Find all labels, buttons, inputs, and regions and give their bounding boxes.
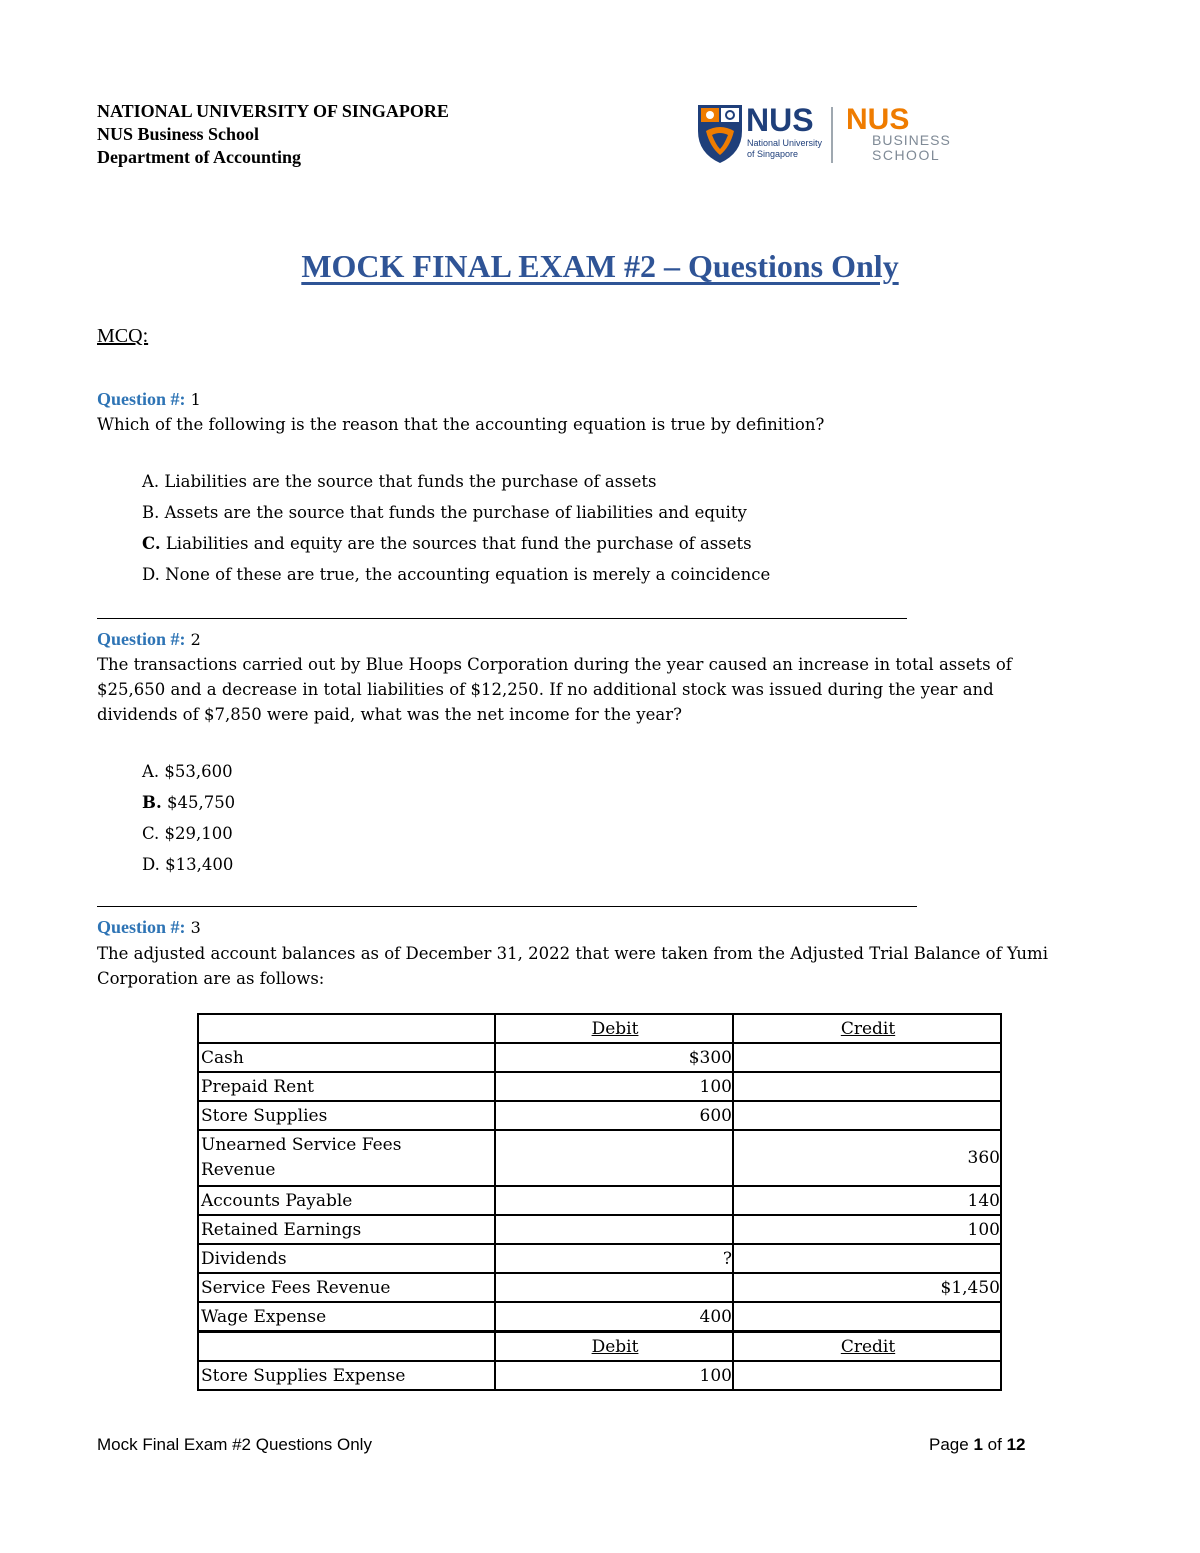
- option-text: None of these are true, the accounting equation is merely a coincidence: [165, 565, 771, 584]
- option-letter: B.: [142, 503, 160, 522]
- account-name: Store Supplies Expense: [198, 1361, 495, 1390]
- answer-option: [142, 824, 233, 843]
- debit-header: Debit: [495, 1332, 733, 1362]
- table-row: [198, 1101, 1001, 1130]
- debit-amount: 600: [495, 1101, 733, 1130]
- table-row: [198, 1361, 1001, 1390]
- table-row: [198, 1302, 1001, 1332]
- table-header-row: [198, 1014, 1001, 1043]
- credit-amount: [733, 1361, 1001, 1390]
- option-text: Liabilities are the source that funds the purchase of assets: [164, 472, 657, 491]
- table-cell: [198, 1014, 495, 1043]
- option-letter: A.: [142, 472, 160, 491]
- credit-amount: [733, 1101, 1001, 1130]
- question-divider: [97, 906, 917, 907]
- answer-option: [142, 793, 235, 812]
- account-name: Dividends: [198, 1244, 495, 1273]
- nus-subtitle-2: of Singapore: [747, 149, 799, 159]
- table-row: [198, 1215, 1001, 1244]
- answer-option: [142, 503, 747, 522]
- option-letter: D.: [142, 855, 160, 874]
- debit-amount: ?: [495, 1244, 733, 1273]
- account-name: Retained Earnings: [198, 1215, 495, 1244]
- trial-balance-table: [197, 1013, 1002, 1391]
- question-number: 2: [190, 630, 201, 649]
- account-name: Wage Expense: [198, 1302, 495, 1332]
- department-name: Department of Accounting: [97, 147, 301, 167]
- of-word: of: [987, 1435, 1002, 1454]
- table-header-row: [198, 1332, 1001, 1362]
- account-name: Cash: [198, 1043, 495, 1072]
- question-label: Question #:: [97, 389, 186, 409]
- credit-amount: 100: [733, 1215, 1001, 1244]
- answer-option: [142, 762, 233, 781]
- answer-option: [142, 855, 233, 874]
- school-name: NUS Business School: [97, 124, 260, 144]
- page-word: Page: [929, 1435, 969, 1454]
- credit-header: Credit: [733, 1332, 1001, 1362]
- question-header: [97, 629, 201, 650]
- debit-amount: 400: [495, 1302, 733, 1332]
- table-row: [198, 1273, 1001, 1302]
- option-text: Liabilities and equity are the sources that fund the purchase of assets: [165, 534, 752, 553]
- question-header: [97, 917, 201, 938]
- credit-amount: 360: [733, 1130, 1001, 1186]
- question-label: Question #:: [97, 629, 186, 649]
- nus-logo: [696, 101, 958, 165]
- nus-subtitle-1: National University: [747, 138, 823, 148]
- org-header: [97, 100, 449, 169]
- business-school-subtitle-2: SCHOOL: [872, 147, 941, 163]
- account-name: Unearned Service Fees Revenue: [198, 1130, 495, 1186]
- page-title: MOCK FINAL EXAM #2 – Questions Only: [301, 248, 899, 284]
- table-row: [198, 1072, 1001, 1101]
- option-letter: D.: [142, 565, 160, 584]
- debit-amount: [495, 1273, 733, 1302]
- footer-document-title: Mock Final Exam #2 Questions Only: [97, 1435, 372, 1454]
- debit-amount: [495, 1186, 733, 1215]
- debit-amount: 100: [495, 1361, 733, 1390]
- question-header: [97, 389, 201, 410]
- credit-amount: [733, 1302, 1001, 1332]
- debit-header: Debit: [495, 1014, 733, 1043]
- business-school-wordmark: NUS: [846, 103, 910, 136]
- option-letter: C.: [142, 534, 161, 553]
- answer-option: [142, 472, 657, 491]
- question-text: Which of the following is the reason that the accounting equation is true by definition?: [97, 415, 825, 434]
- business-school-subtitle-1: BUSINESS: [872, 132, 951, 148]
- debit-amount: 100: [495, 1072, 733, 1101]
- question-text: The adjusted account balances as of December 31, 2022 that were taken from the Adjusted Trial Balance of Yumi Corporation are as follows:: [97, 944, 1048, 988]
- debit-amount: [495, 1215, 733, 1244]
- question-number: 3: [190, 918, 201, 937]
- account-name: Prepaid Rent: [198, 1072, 495, 1101]
- option-text: $45,750: [166, 793, 236, 812]
- credit-amount: [733, 1244, 1001, 1273]
- section-label: MCQ:: [97, 325, 149, 347]
- nus-wordmark: NUS: [746, 102, 814, 138]
- option-text: $13,400: [165, 855, 234, 874]
- credit-amount: [733, 1043, 1001, 1072]
- account-name: Store Supplies: [198, 1101, 495, 1130]
- option-letter: A.: [142, 762, 160, 781]
- option-letter: C.: [142, 824, 160, 843]
- option-text: Assets are the source that funds the purchase of liabilities and equity: [164, 503, 747, 522]
- page-total: 12: [1006, 1435, 1026, 1454]
- table-row: [198, 1043, 1001, 1072]
- question-number: 1: [190, 390, 201, 409]
- credit-header: Credit: [733, 1014, 1001, 1043]
- account-name: Accounts Payable: [198, 1186, 495, 1215]
- table-row: [198, 1186, 1001, 1215]
- option-text: $53,600: [164, 762, 233, 781]
- credit-amount: [733, 1072, 1001, 1101]
- table-row: [198, 1130, 1001, 1186]
- question-text: The transactions carried out by Blue Hoops Corporation during the year caused an increase in total assets of $25,650 and a decrease in total liabilities of $12,250. If no additional stock was issued during the year and dividends of $7,850 were paid, what was the net income for the year?: [97, 655, 1012, 724]
- credit-amount: $1,450: [733, 1273, 1001, 1302]
- table-row: [198, 1244, 1001, 1273]
- footer-page-number: [929, 1435, 1025, 1455]
- page-current: 1: [973, 1435, 983, 1454]
- option-text: $29,100: [164, 824, 233, 843]
- debit-amount: $300: [495, 1043, 733, 1072]
- question-label: Question #:: [97, 917, 186, 937]
- answer-option: [142, 534, 752, 553]
- table-cell: [198, 1332, 495, 1362]
- question-divider: [97, 618, 907, 619]
- nus-crest-icon: [698, 105, 742, 163]
- option-letter: B.: [142, 793, 162, 812]
- answer-option: [142, 565, 770, 584]
- university-name: NATIONAL UNIVERSITY OF SINGAPORE: [97, 101, 449, 121]
- credit-amount: 140: [733, 1186, 1001, 1215]
- debit-amount: [495, 1130, 733, 1186]
- account-name: Service Fees Revenue: [198, 1273, 495, 1302]
